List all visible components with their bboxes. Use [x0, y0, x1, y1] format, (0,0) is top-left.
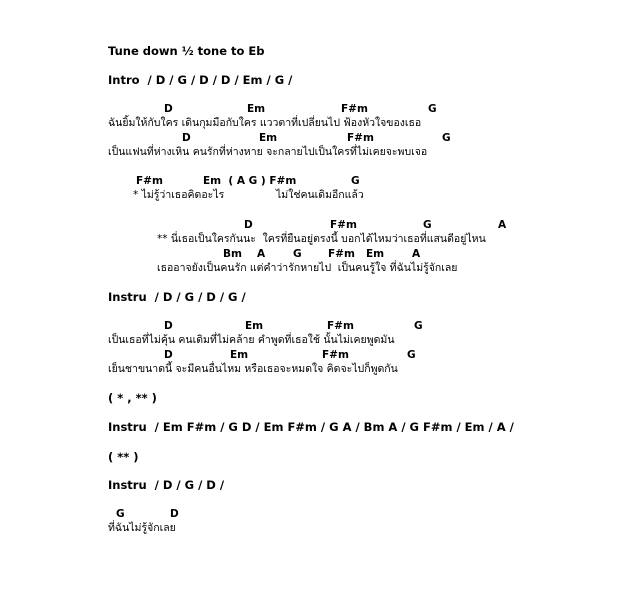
chord: D: [182, 132, 191, 144]
chord: G: [423, 219, 432, 231]
lyric-line: เป็นเธอที่ไม่คุ้น คนเดิมที่ไม่คล้าย คำพูดที่เธอใช้ นั้นไม่เคยพูดมัน: [108, 334, 395, 346]
chord: A: [498, 219, 507, 231]
chord: F#m: [322, 349, 349, 361]
instrumental-line: Instru / Em F#m / G D / Em F#m / G A / Bm A / G F#m / Em / A /: [108, 420, 514, 434]
chord: G: [293, 248, 302, 260]
chord: Em: [259, 132, 278, 144]
chord: Em: [230, 349, 249, 361]
lyric-line: ไม่ใช่คนเดิมอีกแล้ว: [276, 189, 364, 201]
instrumental-line: Instru / D / G / D /: [108, 478, 225, 492]
chord: Bm: [223, 248, 242, 260]
repeat-marker: ( ** ): [108, 450, 139, 464]
chord: D: [164, 349, 173, 361]
lyric-line: ฉันยิ้มให้กับใคร เดินกุมมือกับใคร แววตาที่เปลี่ยนไป ฟ้องหัวใจของเธอ: [108, 117, 422, 129]
lyric-line: ** นี่เธอเป็นใครกันนะ ใครที่ยืนอยู่ตรงนี้ บอกได้ไหมว่าเธอที่แสนดีอยู่ไหน: [157, 233, 486, 245]
chord: F#m: [328, 248, 355, 260]
chord: F#m: [347, 132, 374, 144]
chord: Em: [245, 320, 264, 332]
chord: G: [442, 132, 451, 144]
chord: G: [428, 103, 437, 115]
chord: G: [414, 320, 423, 332]
tuning-note: Tune down ½ tone to Eb: [108, 44, 265, 58]
lyric-line: ที่ฉันไม่รู้จักเลย: [108, 522, 176, 534]
chord: F#m: [136, 175, 163, 187]
chord: Em: [366, 248, 385, 260]
chord: A: [257, 248, 266, 260]
lyric-line: เธออาจยังเป็นคนรัก แต่คำว่ารักหายไป เป็นคนรู้ใจ ที่ฉันไม่รู้จักเลย: [157, 262, 458, 274]
chord: F#m: [341, 103, 368, 115]
intro-line: Intro / D / G / D / D / Em / G /: [108, 73, 293, 87]
chord: D: [244, 219, 253, 231]
chord: F#m: [330, 219, 357, 231]
chord: Em ( A G ) F#m: [203, 175, 297, 187]
chord: G: [116, 508, 125, 520]
chord: G: [351, 175, 360, 187]
chord: A: [412, 248, 421, 260]
repeat-marker: ( * , ** ): [108, 391, 157, 405]
chord: D: [170, 508, 179, 520]
chord: G: [407, 349, 416, 361]
lyric-line: * ไม่รู้ว่าเธอคิดอะไร: [133, 189, 225, 201]
chord: F#m: [327, 320, 354, 332]
lyric-line: เป็นแฟนที่ห่างเหิน คนรักที่ห่างหาย จะกลายไปเป็นใครที่ไม่เคยจะพบเจอ: [108, 146, 428, 158]
instrumental-line: Instru / D / G / D / G /: [108, 290, 246, 304]
lyric-line: เย็นชาขนาดนี้ จะมีคนอื่นไหม หรือเธอจะหมดใจ คิดจะไปก็พูดกัน: [108, 363, 398, 375]
chord: Em: [247, 103, 266, 115]
chord: D: [164, 320, 173, 332]
chord: D: [164, 103, 173, 115]
